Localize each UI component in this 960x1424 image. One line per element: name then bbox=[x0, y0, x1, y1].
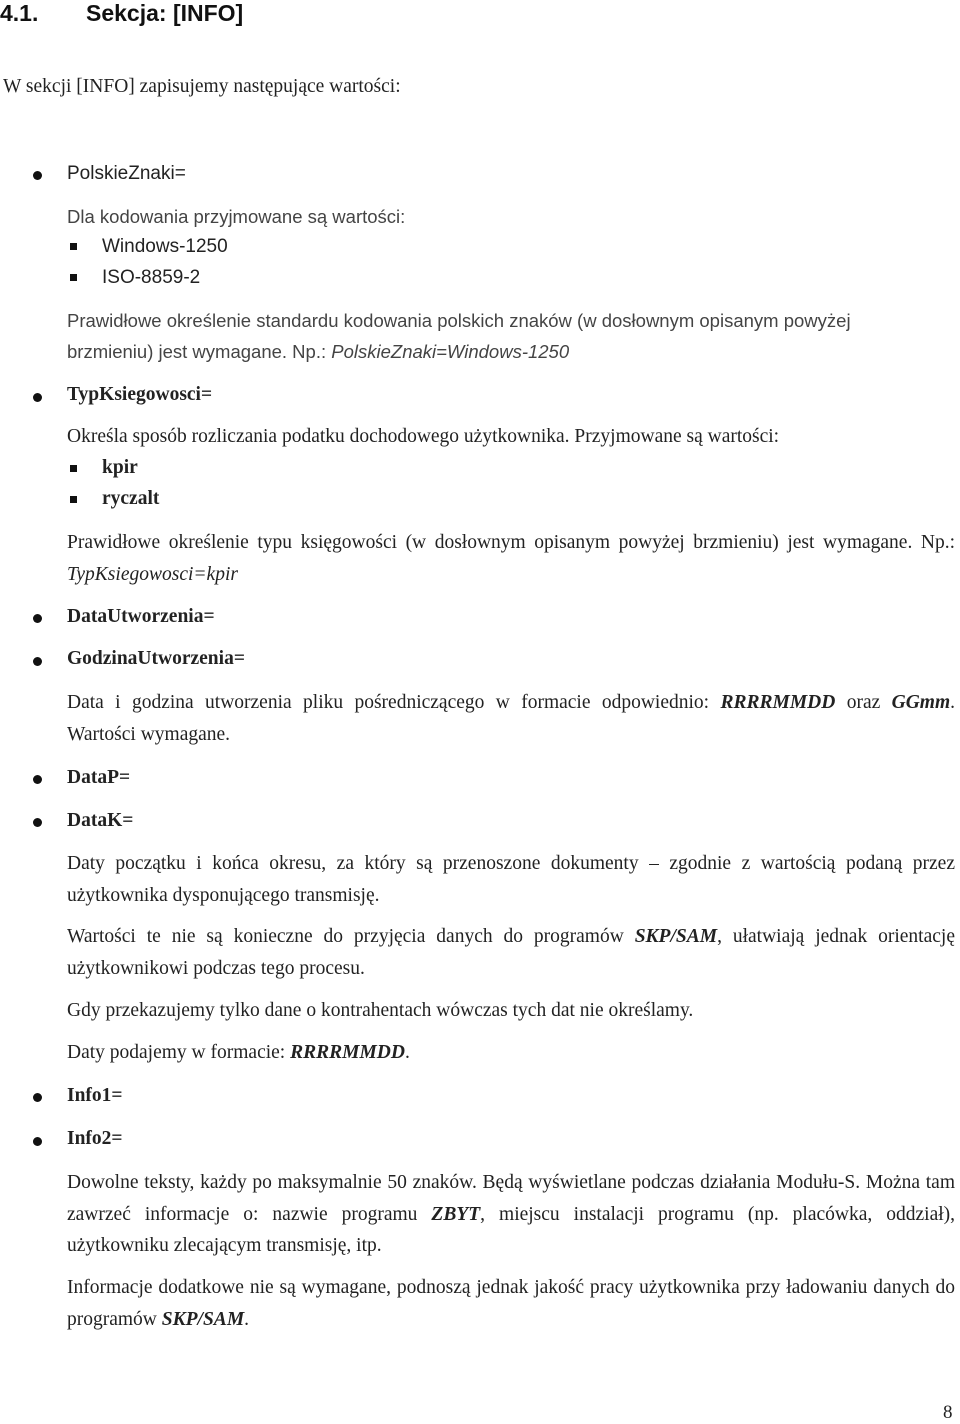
desc-text: Dowolne teksty, każdy po maksymalnie 50 znaków. Będą wyświetlane podczas działania Modułu-S. Można tam zawrzeć informacje o: nazwie programu bbox=[67, 1172, 955, 1225]
section-number: 4.1. bbox=[0, 0, 39, 26]
key-info1: Info1= bbox=[67, 1085, 123, 1106]
bullet-icon bbox=[33, 1093, 42, 1102]
polskie-znaki-desc-line2 bbox=[67, 341, 569, 363]
desc-text: oraz bbox=[835, 692, 892, 713]
value-windows-1250: Windows-1250 bbox=[102, 236, 228, 257]
program-name: SKP/SAM bbox=[634, 926, 718, 947]
desc-text: Prawidłowe określenie typu księgowości (w dosłownym opisanym powyżej brzmieniu) jest wymagane. Np.: bbox=[67, 532, 955, 553]
info2-para2 bbox=[67, 1272, 955, 1335]
desc-text: brzmieniu) jest wymagane. Np.: bbox=[67, 341, 332, 362]
key-godzina-utworzenia: GodzinaUtworzenia= bbox=[67, 648, 245, 669]
typ-ksiegowosci-lead: Określa sposób rozliczania podatku dochodowego użytkownika. Przyjmowane są wartości: bbox=[67, 426, 780, 447]
key-data-k: DataK= bbox=[67, 810, 134, 831]
desc-text: Daty podajemy w formacie: bbox=[67, 1042, 291, 1063]
square-bullet-icon bbox=[70, 243, 77, 250]
info2-para1 bbox=[67, 1167, 955, 1262]
value-kpir: kpir bbox=[102, 457, 138, 478]
format-time: GGmm bbox=[891, 692, 951, 713]
data-k-para3: Gdy przekazujemy tylko dane o kontrahentach wówczas tych dat nie określamy. bbox=[67, 1000, 694, 1021]
typ-ksiegowosci-desc bbox=[67, 527, 955, 590]
intro-text: W sekcji [INFO] zapisujemy następujące wartości: bbox=[3, 76, 401, 97]
key-typ-ksiegowosci: TypKsiegowosci= bbox=[67, 384, 213, 405]
bullet-icon bbox=[33, 775, 42, 784]
key-polskie-znaki: PolskieZnaki= bbox=[67, 163, 186, 184]
square-bullet-icon bbox=[70, 496, 77, 503]
square-bullet-icon bbox=[70, 274, 77, 281]
bullet-icon bbox=[33, 1137, 42, 1146]
program-name: SKP/SAM bbox=[161, 1308, 245, 1330]
desc-text: Data i godzina utworzenia pliku pośredniczącego w formacie odpowiednio: bbox=[67, 692, 721, 713]
format-date: RRRRMMDD bbox=[290, 1042, 405, 1063]
value-ryczalt: ryczalt bbox=[102, 488, 160, 509]
page-number: 8 bbox=[943, 1402, 953, 1423]
data-k-para4 bbox=[67, 1042, 410, 1064]
section-heading bbox=[0, 0, 243, 27]
desc-text: . Wartości wymagane. bbox=[67, 692, 955, 745]
data-k-para2 bbox=[67, 921, 955, 984]
value-iso-8859-2: ISO-8859-2 bbox=[102, 267, 201, 288]
example-value: PolskieZnaki=Windows-1250 bbox=[331, 341, 570, 362]
bullet-icon bbox=[33, 818, 42, 827]
desc-text: Informacje dodatkowe nie są wymagane, podnoszą jednak jakość pracy użytkownika przy ładowaniu danych do programów bbox=[67, 1277, 955, 1330]
square-bullet-icon bbox=[70, 465, 77, 472]
key-data-p: DataP= bbox=[67, 767, 131, 788]
data-k-para1: Daty początku i końca okresu, za który są przenoszone dokumenty – zgodnie z wartością podaną przez użytkownika dysponującego transmisję. bbox=[67, 853, 955, 906]
bullet-icon bbox=[33, 393, 42, 402]
desc-text: . bbox=[404, 1042, 410, 1063]
desc-text: , ułatwiają jednak orientację użytkownikowi podczas tego procesu. bbox=[67, 926, 955, 979]
key-data-utworzenia: DataUtworzenia= bbox=[67, 606, 215, 627]
bullet-icon bbox=[33, 657, 42, 666]
polskie-znaki-desc-line1: Prawidłowe określenie standardu kodowania polskich znaków (w dosłownym opisanym powyżej bbox=[67, 310, 851, 331]
format-date: RRRRMMDD bbox=[720, 692, 836, 713]
section-title: Sekcja: [INFO] bbox=[86, 0, 244, 26]
bullet-icon bbox=[33, 171, 42, 180]
key-info2: Info2= bbox=[67, 1128, 123, 1149]
godzina-utworzenia-desc bbox=[67, 687, 955, 750]
example-value: TypKsiegowosci=kpir bbox=[67, 563, 238, 585]
polskie-znaki-lead: Dla kodowania przyjmowane są wartości: bbox=[67, 206, 406, 227]
bullet-icon bbox=[33, 614, 42, 623]
desc-text: . bbox=[244, 1308, 250, 1330]
program-name: ZBYT bbox=[431, 1203, 481, 1225]
desc-text: , miejscu instalacji programu (np. placówka, oddział), użytkowniku zlecającym transmisję, itp. bbox=[67, 1203, 956, 1256]
desc-text: Wartości te nie są konieczne do przyjęcia danych do programów bbox=[67, 926, 635, 947]
